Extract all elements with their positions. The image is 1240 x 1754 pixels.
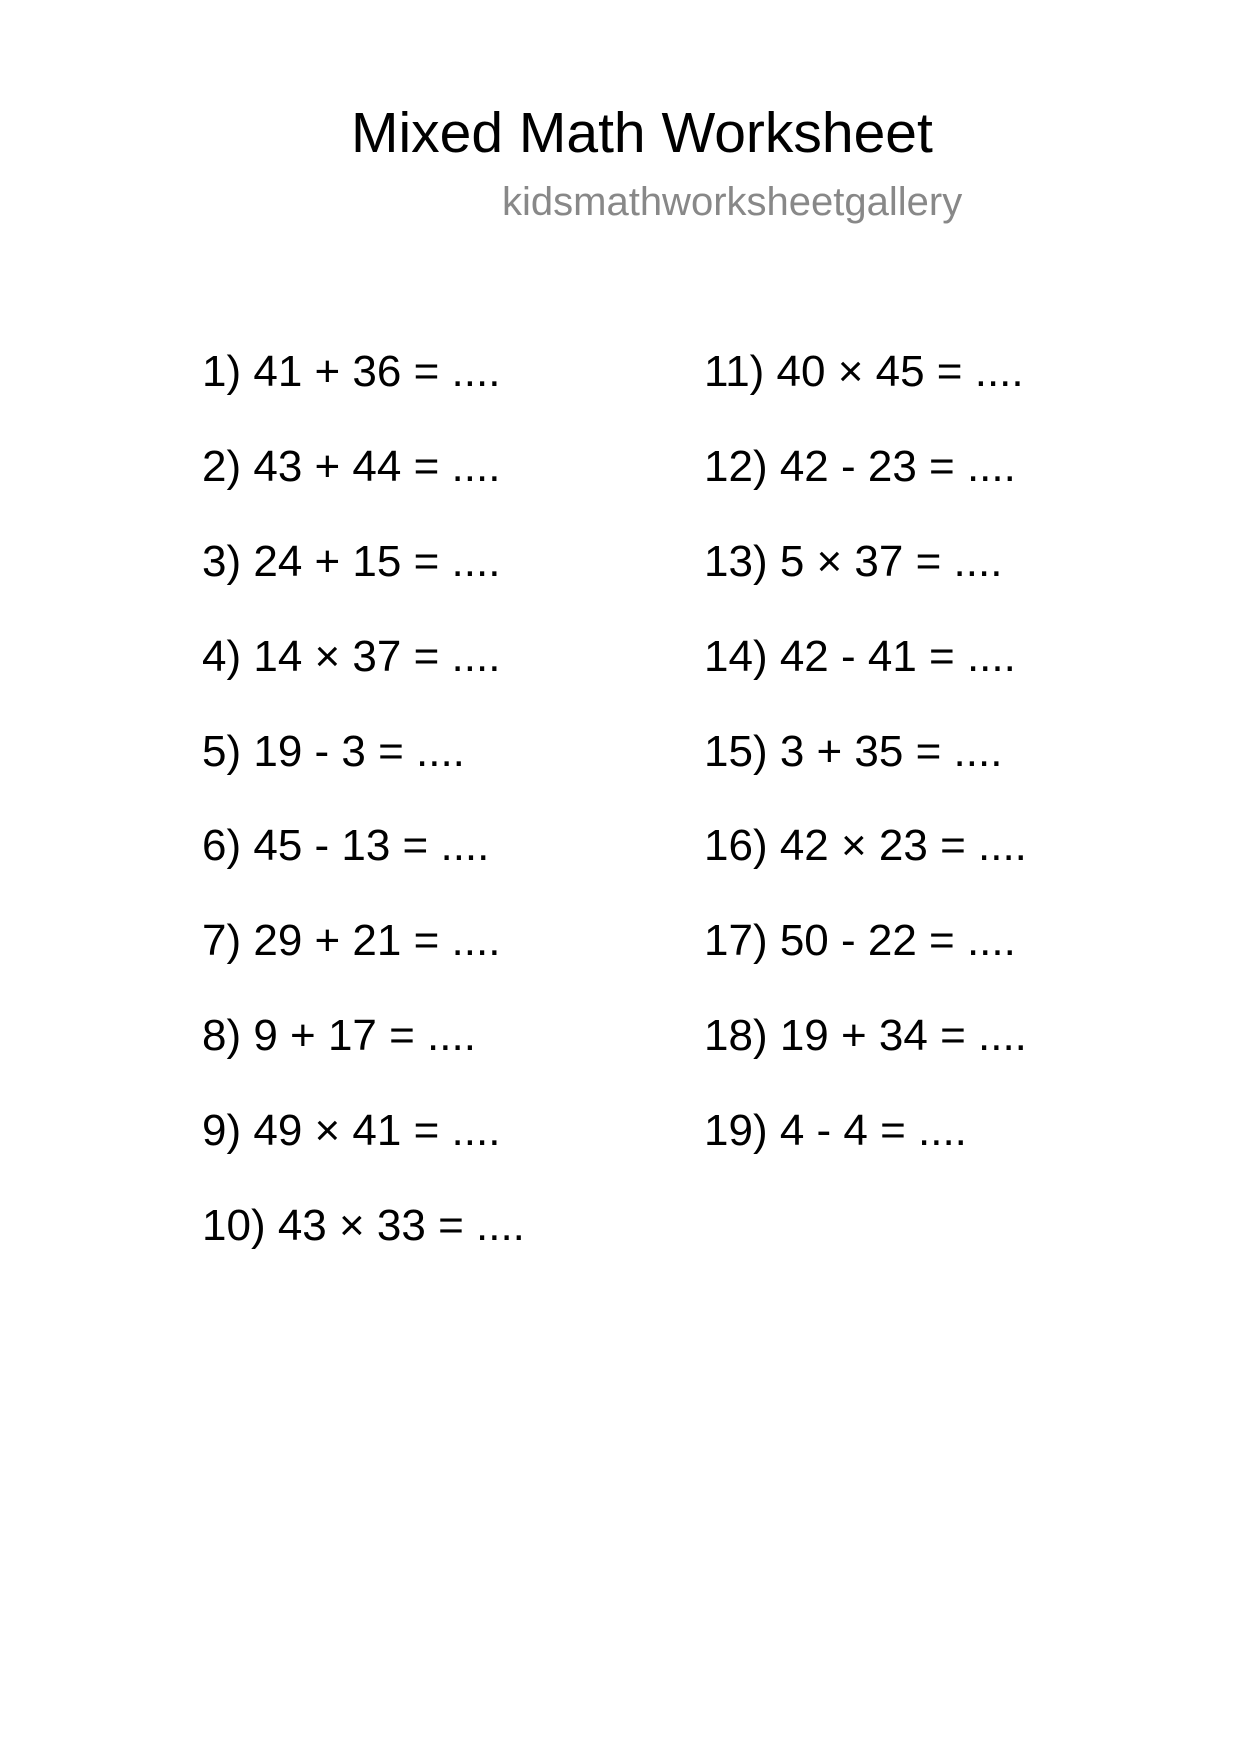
problem-column-left: [202, 344, 525, 1293]
problem-item: 1) 41 + 36 = ....: [202, 347, 501, 396]
problem-item: 15) 3 + 35 = ....: [704, 726, 1003, 776]
problem-item: 17) 50 - 22 = ....: [704, 916, 1016, 966]
problem-item: 13) 5 × 37 = ....: [704, 536, 1003, 586]
page-subtitle: kidsmathworksheetgallery: [502, 180, 963, 224]
problem-item: 8) 9 + 17 = ....: [202, 1011, 476, 1061]
problem-item: 4) 14 × 37 = ....: [202, 631, 501, 681]
problem-item: 3) 24 + 15 = ....: [202, 536, 501, 586]
problem-item: 11) 40 × 45 = ....: [704, 347, 1024, 396]
problem-item: 2) 43 + 44 = ....: [202, 441, 501, 491]
problem-item: 7) 29 + 21 = ....: [202, 916, 501, 966]
problem-item: 9) 49 × 41 = ....: [202, 1106, 501, 1156]
problem-item: 10) 43 × 33 = ....: [202, 1201, 525, 1251]
page-title: Mixed Math Worksheet: [351, 101, 933, 165]
problem-item: 14) 42 - 41 = ....: [704, 631, 1016, 681]
problem-item: 18) 19 + 34 = ....: [704, 1011, 1027, 1061]
problem-column-right: [704, 344, 1027, 1198]
problem-item: 16) 42 × 23 = ....: [704, 821, 1027, 871]
problem-item: 12) 42 - 23 = ....: [704, 441, 1016, 491]
problem-item: 6) 45 - 13 = ....: [202, 821, 490, 871]
problem-item: 5) 19 - 3 = ....: [202, 726, 465, 776]
problem-item: 19) 4 - 4 = ....: [704, 1106, 967, 1156]
